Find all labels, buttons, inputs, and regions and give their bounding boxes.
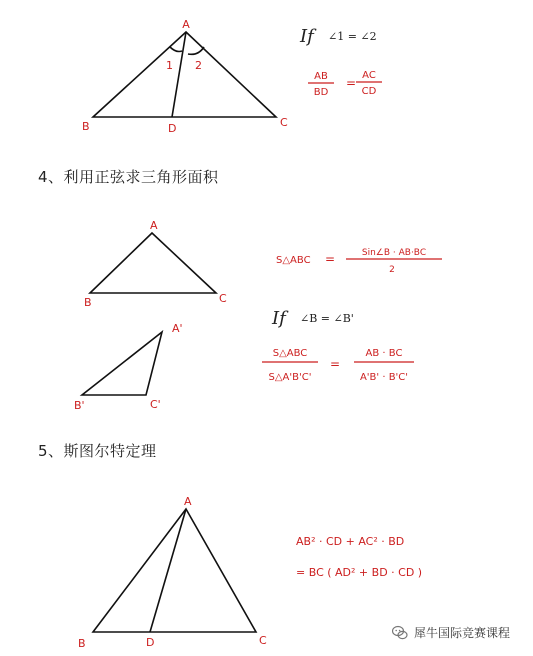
ratio-num-left: S△ABC (272, 348, 308, 359)
area-eq: = (325, 252, 336, 266)
stewart-line-1: AB² · CD + AC² · BD (296, 535, 405, 548)
cond-angles-2: ∠B = ∠B' (300, 312, 354, 325)
point-label-d: D (168, 122, 177, 135)
angle-arc-2 (188, 47, 204, 54)
point-label-a-prime: A' (172, 322, 183, 335)
area-numerator: Sin∠B · AB·BC (361, 248, 427, 258)
area-lhs: S△ABC (276, 255, 311, 266)
cevian-ad (150, 509, 186, 632)
angle-arc-1 (170, 47, 182, 52)
triangle-outline (82, 332, 162, 395)
area-ratio (262, 348, 414, 383)
point-label-c: C (280, 116, 288, 129)
point-label-a: A (150, 219, 158, 232)
point-label-c-prime: C' (150, 398, 161, 411)
area-formula (276, 248, 442, 275)
bisector-ad (172, 32, 186, 117)
ratio-ac: AC (362, 70, 376, 81)
point-label-a: A (184, 495, 192, 508)
point-label-c: C (219, 292, 227, 305)
triangle-outline (93, 509, 256, 632)
cond-angles-1: ∠1 = ∠2 (328, 30, 377, 43)
triangle-outline (90, 233, 216, 293)
ratio-bisector (308, 70, 382, 98)
point-label-a: A (182, 18, 190, 31)
point-label-b: B (84, 296, 92, 309)
angle-label-2: 2 (195, 59, 202, 72)
triangle-abc-1 (93, 32, 276, 117)
triangle-stewart (93, 509, 256, 632)
point-label-c: C (259, 634, 267, 647)
ratio-eq: = (346, 76, 357, 90)
point-label-b: B (78, 637, 86, 650)
angle-label-1: 1 (166, 59, 173, 72)
point-label-b: B (82, 120, 90, 133)
wechat-icon (392, 625, 408, 641)
triangle-abc-2 (90, 233, 216, 293)
point-label-b-prime: B' (74, 399, 85, 412)
ratio-eq: = (330, 357, 341, 371)
section-heading-stewart: 5、斯图尔特定理 (38, 442, 157, 460)
area-denominator: 2 (389, 265, 395, 275)
cond-if-2: If (272, 308, 286, 329)
point-label-d: D (146, 636, 155, 649)
watermark (392, 624, 510, 641)
triangle-abc-prime (82, 332, 162, 395)
ratio-cd: CD (361, 86, 377, 97)
ratio-den-right: A'B' · B'C' (359, 372, 409, 383)
watermark-text: 犀牛国际竞赛课程 (414, 626, 511, 640)
section-heading-sine-area: 4、利用正弦求三角形面积 (38, 168, 219, 186)
ratio-ab: AB (314, 71, 328, 82)
cond-if-1: If (300, 26, 314, 47)
stewart-line-2: = BC ( AD² + BD · CD ) (296, 566, 423, 579)
ratio-bd: BD (313, 87, 329, 98)
ratio-num-right: AB · BC (365, 348, 403, 359)
ratio-den-left: S△A'B'C' (268, 372, 312, 383)
